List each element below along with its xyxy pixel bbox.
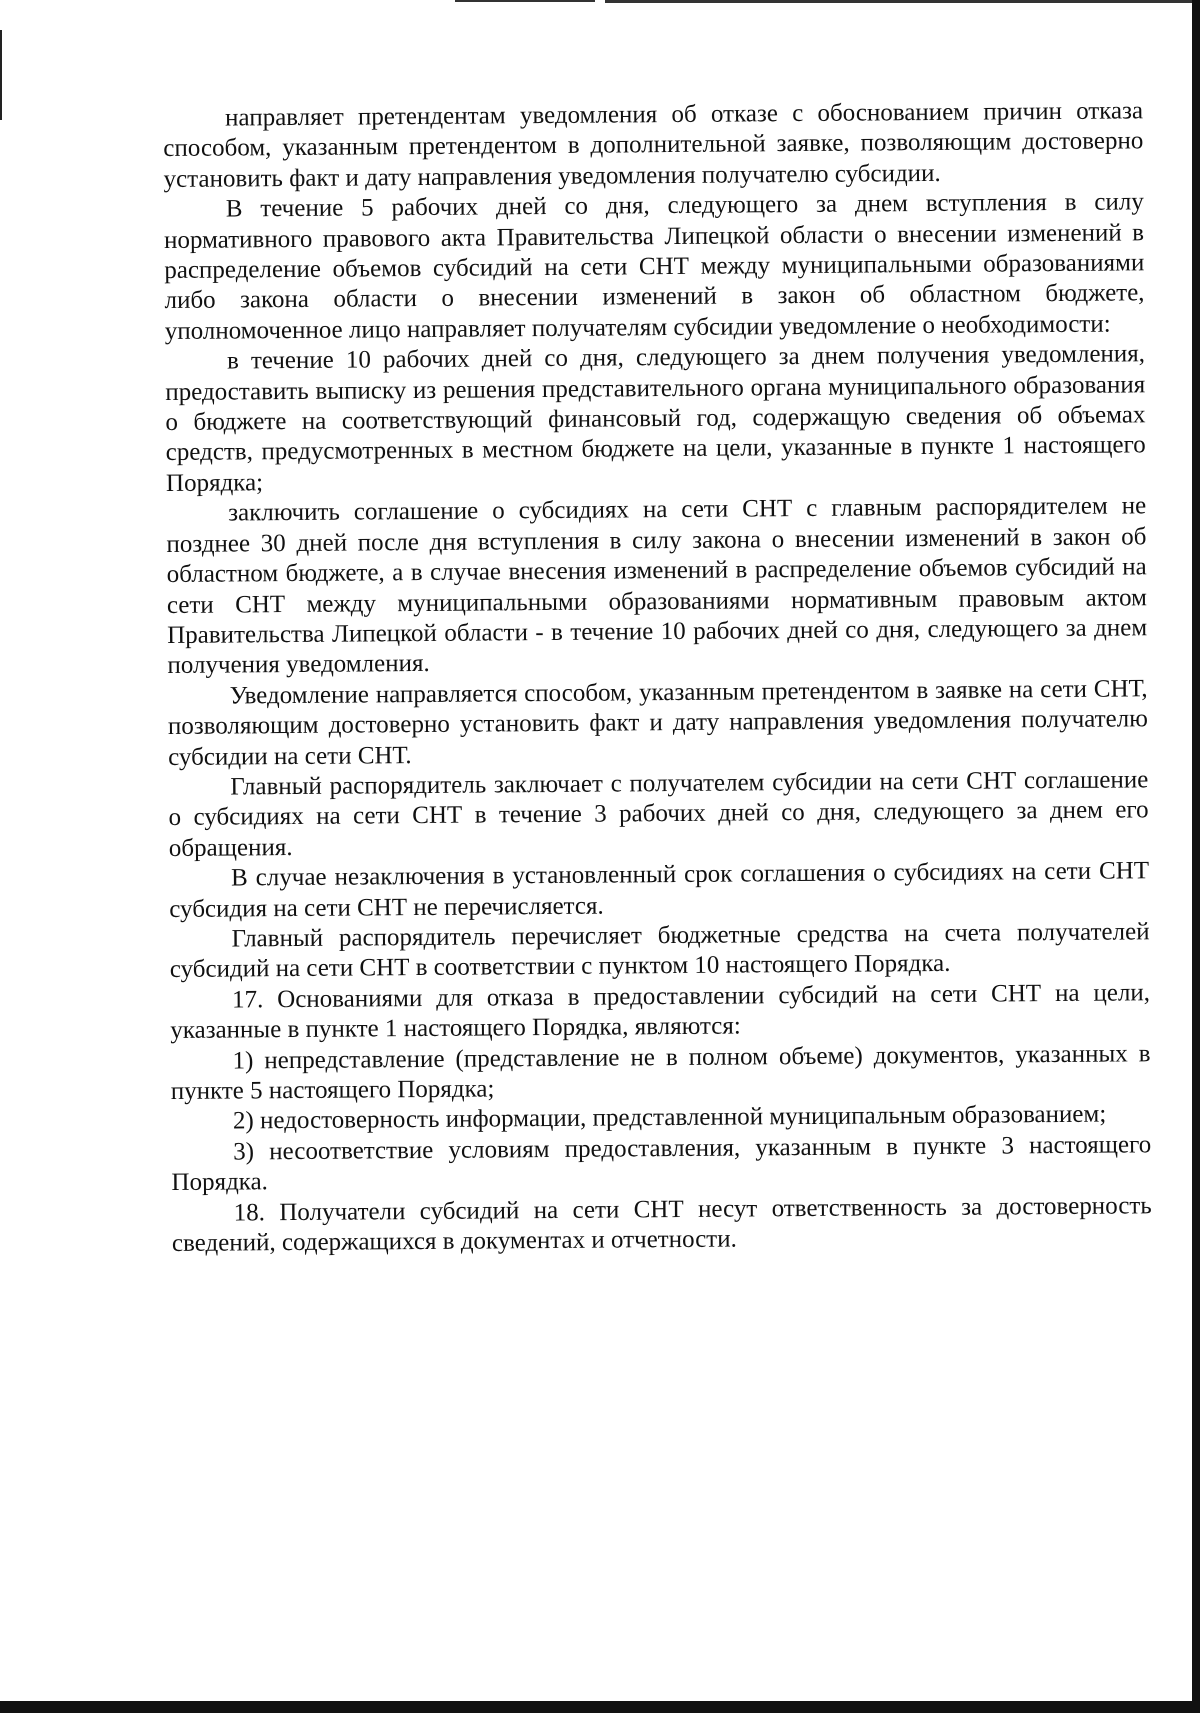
list-item-1: 1) непредставление (представление не в полном объеме) документов, указанных в пункте 5 настоящего Порядка; <box>170 1039 1151 1105</box>
scan-edge-top-right <box>605 0 1200 3</box>
paragraph-item-17: 17. Основаниями для отказа в предоставлении субсидий на сети СНТ на цели, указанные в пункте 1 настоящего Порядка, являются: <box>170 979 1151 1045</box>
scan-edge-left <box>0 30 2 120</box>
document-body <box>163 96 1152 1259</box>
paragraph-notification-term: В течение 5 рабочих дней со дня, следующего за днем вступления в силу нормативного правового акта Правительства Липецкой области о внесении изменений в распределение объемов субсидий на сети СНТ между муниципальными образованиями либо закона области о внесении изменений в закон об областном бюджете, уполномоченное лицо направляет получателям субсидии уведомление о необходимости: <box>163 188 1145 345</box>
scan-edge-top <box>455 0 595 2</box>
paragraph-notification-method: Уведомление направляется способом, указанным претендентом в заявке на сети СНТ, позволяющим достоверно установить факт и дату направления уведомления получателю субсидии на сети СНТ. <box>167 675 1148 771</box>
paragraph-continuation: направляет претендентам уведомления об отказе с обоснованием причин отказа способом, указанным претендентом в дополнительной заявке, позволяющим достоверно установить факт и дату направления уведомления получателю субсидии. <box>163 97 1144 193</box>
paragraph-non-conclusion: В случае незаключения в установленный срок соглашения о субсидиях на сети СНТ субсидия на сети СНТ не перечисляется. <box>169 857 1150 923</box>
paragraph-conclude-agreement: заключить соглашение о субсидиях на сети СНТ с главным распорядителем не позднее 30 дней после дня вступления в силу закона о внесении изменений в закон об областном бюджете, а в случае внесения изменений в распределение объемов субсидий на сети СНТ между муниципальными образованиями нормативным правовым актом Правительства Липецкой области - в течение 10 рабочих дней со дня, следующего за днем получения уведомления. <box>166 492 1148 680</box>
scan-edge-bottom <box>0 1701 1200 1713</box>
paragraph-transfer-funds: Главный распорядитель перечисляет бюджетные средства на счета получателей субсидий на сети СНТ в соответствии с пунктом 10 настоящего Порядка. <box>169 918 1150 984</box>
scan-edge-right <box>1192 0 1200 1713</box>
paragraph-item-18: 18. Получатели субсидий на сети СНТ несут ответственность за достоверность сведений, содержащихся в документах и отчетности. <box>171 1191 1152 1257</box>
paragraph-main-administrator-agreement: Главный распорядитель заключает с получателем субсидии на сети СНТ соглашение о субсидиях на сети СНТ в течение 3 рабочих дней со дня, следующего за днем его обращения. <box>168 766 1149 862</box>
paragraph-provide-extract: в течение 10 рабочих дней со дня, следующего за днем получения уведомления, предоставить выписку из решения представительного органа муниципального образования о бюджете на соответствующий финансовый год, содержащую сведения об объемах средств, предусмотренных в местном бюджете на цели, указанные в пункте 1 настоящего Порядка; <box>165 340 1146 497</box>
list-item-2: 2) недостоверность информации, представленной муниципальным образованием; <box>232 1101 1107 1135</box>
list-item-3: 3) несоответствие условиям предоставления, указанным в пункте 3 настоящего Порядка. <box>171 1131 1152 1197</box>
